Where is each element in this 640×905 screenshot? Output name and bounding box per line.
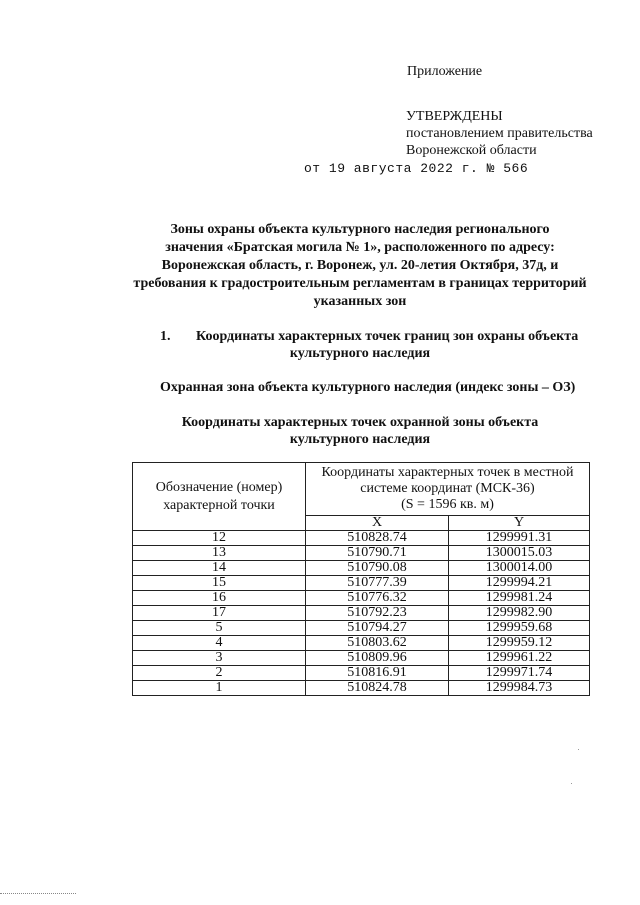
y-cell: 1299971.74 (449, 666, 590, 681)
decree-date: от 19 августа 2022 г. № 566 (304, 161, 529, 176)
y-cell: 1300014.00 (449, 561, 590, 576)
title-line-3: Воронежская область, г. Воронеж, ул. 20-летия Октября, 37д, и (161, 258, 559, 273)
x-cell: 510792.23 (306, 606, 449, 621)
x-cell: 510816.91 (306, 666, 449, 681)
coords-header-line-3: (S = 1596 кв. м) (401, 497, 494, 512)
point-column-header (133, 463, 306, 531)
table-row (133, 561, 590, 576)
y-cell: 1299982.90 (449, 606, 590, 621)
table-row (133, 636, 590, 651)
table-header-row (133, 463, 590, 516)
x-cell: 510790.08 (306, 561, 449, 576)
x-cell: 510794.27 (306, 621, 449, 636)
y-cell: 1299959.68 (449, 621, 590, 636)
decree-line-2: Воронежской области (406, 143, 537, 158)
point-cell: 5 (133, 621, 306, 636)
title-line-1: Зоны охраны объекта культурного наследия регионального (170, 222, 550, 237)
y-cell: 1299961.22 (449, 651, 590, 666)
y-cell: 1299959.12 (449, 636, 590, 651)
point-cell: 13 (133, 546, 306, 561)
table-title-line-2: культурного наследия (289, 432, 431, 447)
table-row (133, 606, 590, 621)
zone-heading: Охранная зона объекта культурного наследия (индекс зоны – ОЗ) (160, 380, 576, 395)
x-cell: 510803.62 (306, 636, 449, 651)
point-cell: 1 (133, 681, 306, 696)
coordinates-table (132, 462, 590, 696)
section-heading-line-2: культурного наследия (289, 346, 431, 361)
coords-header-line-1: Координаты характерных точек в местной (321, 465, 574, 480)
table-row (133, 576, 590, 591)
coords-column-header (306, 463, 590, 516)
section-heading-line-1: Координаты характерных точек границ зон охраны объекта (196, 329, 579, 344)
y-cell: 1299981.24 (449, 591, 590, 606)
point-header-line-2: характерной точки (163, 497, 275, 513)
table-row (133, 651, 590, 666)
x-cell: 510777.39 (306, 576, 449, 591)
table-row (133, 531, 590, 546)
point-cell: 12 (133, 531, 306, 546)
appendix-label: Приложение (407, 64, 483, 79)
approved-label: УТВЕРЖДЕНЫ (406, 109, 503, 124)
table-row (133, 681, 590, 696)
point-cell: 16 (133, 591, 306, 606)
x-cell: 510776.32 (306, 591, 449, 606)
point-cell: 4 (133, 636, 306, 651)
point-cell: 17 (133, 606, 306, 621)
title-line-2: значения «Братская могила № 1», расположенного по адресу: (165, 240, 555, 255)
scan-speck (578, 749, 579, 750)
point-header-line-1: Обозначение (номер) (155, 479, 283, 495)
title-line-4: требования к градостроительным регламентам в границах территорий (133, 276, 587, 291)
table-row (133, 591, 590, 606)
y-cell: 1300015.03 (449, 546, 590, 561)
decree-line-1: постановлением правительства (406, 126, 593, 141)
x-cell: 510824.78 (306, 681, 449, 696)
x-cell: 510809.96 (306, 651, 449, 666)
table-row (133, 666, 590, 681)
y-cell: 1299994.21 (449, 576, 590, 591)
y-cell: 1299991.31 (449, 531, 590, 546)
coords-header-line-2: системе координат (МСК-36) (360, 481, 535, 496)
point-cell: 14 (133, 561, 306, 576)
table-title-line-1: Координаты характерных точек охранной зоны объекта (181, 415, 539, 430)
x-column-header: X (306, 516, 449, 531)
y-column-header: Y (449, 516, 590, 531)
y-cell: 1299984.73 (449, 681, 590, 696)
point-cell: 2 (133, 666, 306, 681)
section-number: 1. (160, 329, 171, 344)
point-cell: 3 (133, 651, 306, 666)
bottom-divider (0, 893, 76, 894)
title-line-5: указанных зон (313, 294, 407, 309)
table-row (133, 546, 590, 561)
x-cell: 510828.74 (306, 531, 449, 546)
scan-speck (571, 783, 572, 784)
table-row (133, 621, 590, 636)
point-cell: 15 (133, 576, 306, 591)
x-cell: 510790.71 (306, 546, 449, 561)
